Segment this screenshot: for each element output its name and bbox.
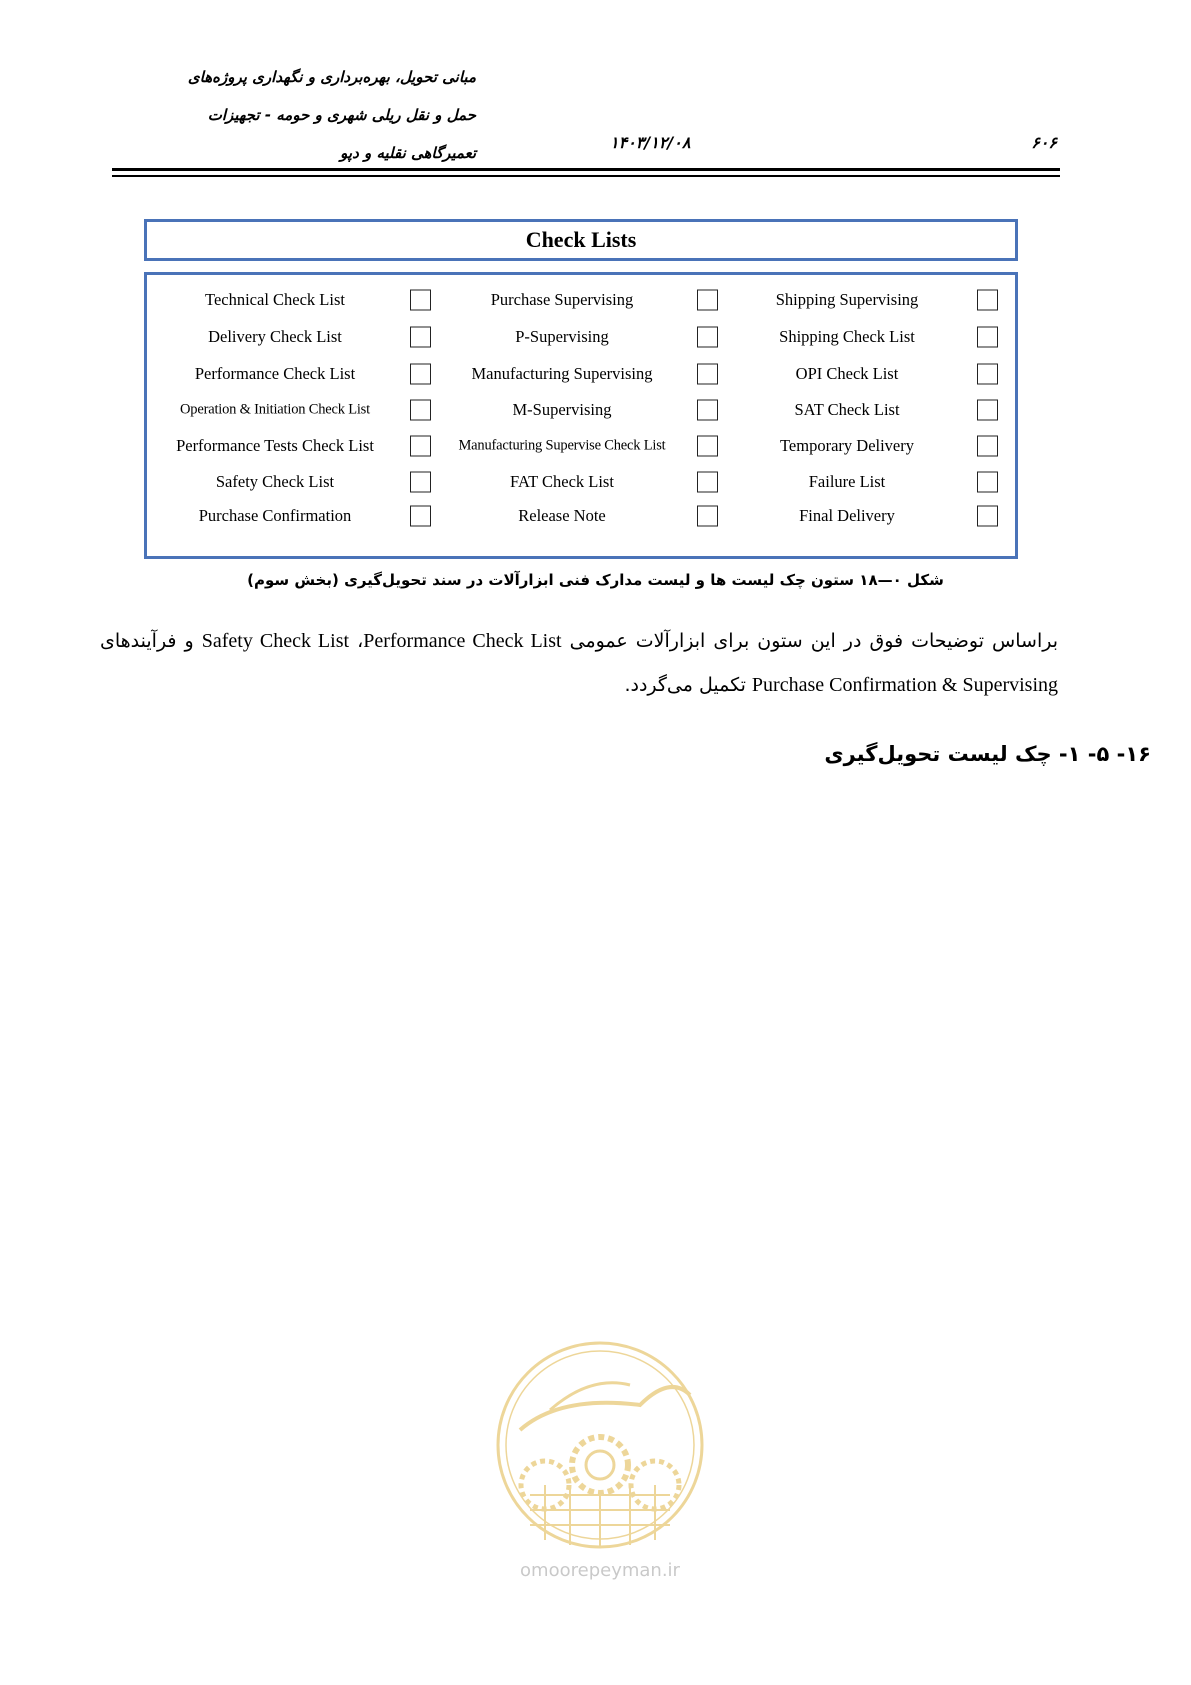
checklist-item-label: Shipping Supervising bbox=[775, 290, 919, 309]
checklist-checkbox[interactable] bbox=[977, 400, 998, 421]
para-text-4: تکمیل می‌گردد. bbox=[624, 674, 752, 696]
para-text-1: براساس توضیحات فوق در این ستون برای ابزارآلات عمومی bbox=[561, 630, 1059, 652]
checklist-item-label: Delivery Check List bbox=[208, 327, 342, 346]
checklist-item-label: M-Supervising bbox=[512, 400, 612, 419]
checklist-item-label: Technical Check List bbox=[205, 290, 345, 309]
checklist-checkbox[interactable] bbox=[977, 472, 998, 493]
checklist-item-label: SAT Check List bbox=[794, 400, 900, 419]
checklist-item-label: Performance Tests Check List bbox=[176, 436, 374, 455]
checklist-item-label: OPI Check List bbox=[795, 364, 899, 383]
figure-caption: شکل ۰—۱۸ ستون چک لیست ها و لیست مدارک فنی ابزارآلات در سند تحویل‌گیری (بخش سوم) bbox=[247, 571, 944, 589]
header-title-line-3: تعمیرگاهی نقلیه و دپو bbox=[340, 144, 476, 162]
header-rule-thin bbox=[112, 175, 1060, 177]
body-paragraph bbox=[100, 619, 1058, 707]
checklist-item-label: Shipping Check List bbox=[779, 327, 915, 346]
checklist-grid bbox=[144, 272, 1018, 559]
checklist-item-label: Final Delivery bbox=[799, 506, 895, 525]
checklist-item-label: Temporary Delivery bbox=[780, 436, 914, 455]
checklist-title: Check Lists bbox=[525, 227, 637, 252]
header-rule-thick bbox=[112, 168, 1060, 171]
checklist-checkbox[interactable] bbox=[977, 290, 998, 311]
checklist-title-box bbox=[144, 219, 1018, 261]
para-term-purchase: Purchase Confirmation & Supervising bbox=[751, 674, 1058, 696]
checklist-item-label: Operation & Initiation Check List bbox=[180, 401, 370, 418]
section-heading: ۱۶- ۵- ۱- چک لیست تحویل‌گیری bbox=[824, 742, 1151, 766]
header-title-line-1: مبانی تحویل، بهره‌برداری و نگهداری پروژه‌های bbox=[187, 68, 476, 86]
checklist-item-label: P-Supervising bbox=[515, 327, 609, 346]
checklist-item-label: Performance Check List bbox=[194, 364, 356, 383]
checklist-item-label: Release Note bbox=[518, 506, 606, 525]
checklist-checkbox[interactable] bbox=[977, 436, 998, 457]
checklist-checkbox[interactable] bbox=[977, 364, 998, 385]
header-title-line-2: حمل و نقل ریلی شهری و حومه - تجهیزات bbox=[207, 106, 476, 124]
watermark-logo bbox=[490, 1335, 710, 1605]
para-text-2: ، bbox=[349, 630, 364, 652]
watermark-text: omoorepeyman.ir bbox=[520, 1560, 680, 1581]
page-number: ۶۰۶ bbox=[1031, 133, 1057, 152]
header-date: ۱۴۰۳/۱۲/۰۸ bbox=[610, 133, 691, 152]
para-text-3: و فرآیندهای bbox=[100, 630, 202, 652]
checklist-item-label: Failure List bbox=[808, 472, 886, 491]
checklist-item-label: Manufacturing Supervising bbox=[471, 364, 653, 383]
checklist-item-label: Purchase Confirmation bbox=[198, 506, 352, 525]
para-term-performance: Performance Check List bbox=[363, 630, 562, 652]
checklist-item-label: Safety Check List bbox=[215, 472, 335, 491]
checklist-checkbox[interactable] bbox=[977, 506, 998, 527]
checklist-item-label: Purchase Supervising bbox=[490, 290, 634, 309]
para-term-safety: Safety Check List bbox=[201, 630, 350, 652]
checklist-checkbox[interactable] bbox=[977, 327, 998, 348]
checklist-item-label: Manufacturing Supervise Check List bbox=[458, 437, 666, 454]
checklist-item-label: FAT Check List bbox=[510, 472, 614, 491]
watermark-seal-icon bbox=[490, 1335, 710, 1560]
